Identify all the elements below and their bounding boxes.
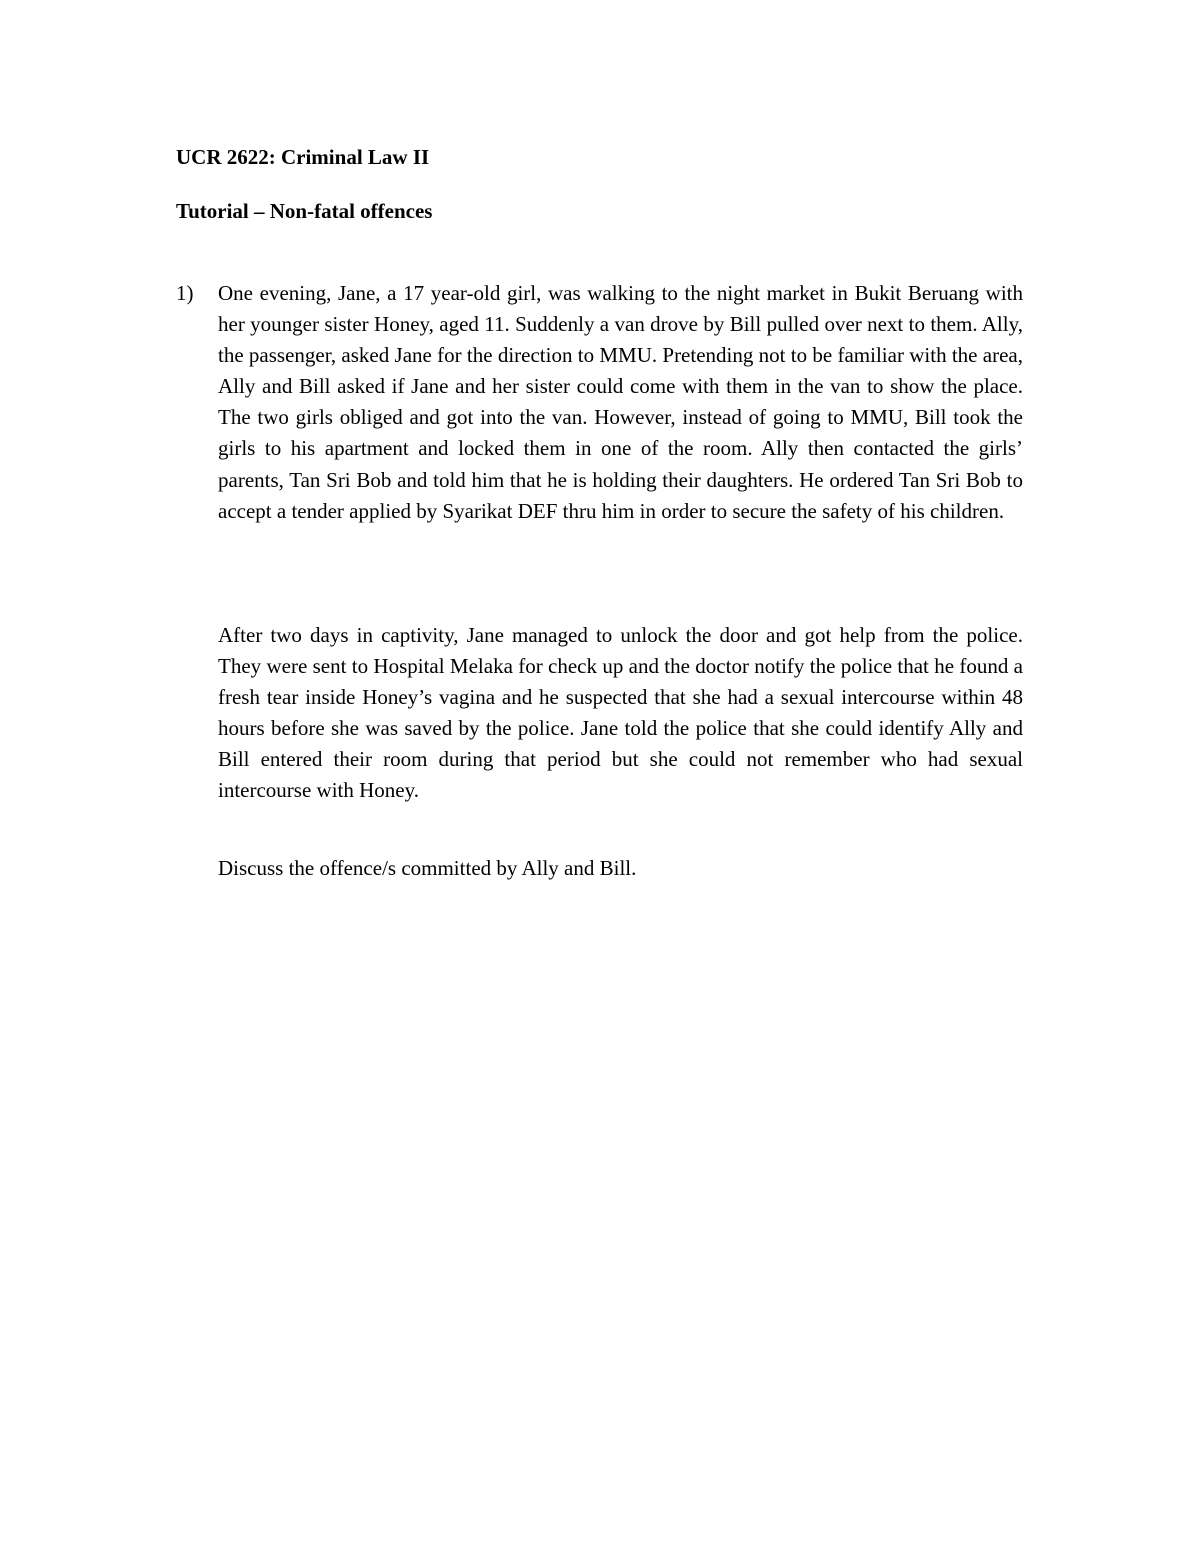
tutorial-title: Tutorial – Non-fatal offences	[176, 199, 433, 223]
question-paragraph-2: After two days in captivity, Jane managed to unlock the door and got help from the police. They were sent to Hospital Melaka for check up and the doctor notify the police that he found a fresh tear inside Honey’s vagina and he suspected that she had a sexual intercourse within 48 hours before she was saved by the police. Jane told the police that she could identify Ally and Bill entered their room during that period but she could not remember who had sexual intercourse with Honey.	[218, 623, 1023, 803]
question-instruction: Discuss the offence/s committed by Ally and Bill.	[218, 856, 637, 880]
course-title: UCR 2622: Criminal Law II	[176, 145, 430, 169]
question-number: 1)	[176, 281, 194, 305]
question-paragraph-1: One evening, Jane, a 17 year-old girl, was walking to the night market in Bukit Beruang with her younger sister Honey, aged 11. Suddenly a van drove by Bill pulled over next to them. Ally, the passenger, asked Jane for the direction to MMU. Pretending not to be familiar with the area, Ally and Bill asked if Jane and her sister could come with them in the van to show the place. The two girls obliged and got into the van. However, instead of going to MMU, Bill took the girls to his apartment and locked them in one of the room. Ally then contacted the girls’ parents, Tan Sri Bob and told him that he is holding their daughters. He ordered Tan Sri Bob to accept a tender applied by Syarikat DEF thru him in order to secure the safety of his children.	[218, 281, 1023, 523]
